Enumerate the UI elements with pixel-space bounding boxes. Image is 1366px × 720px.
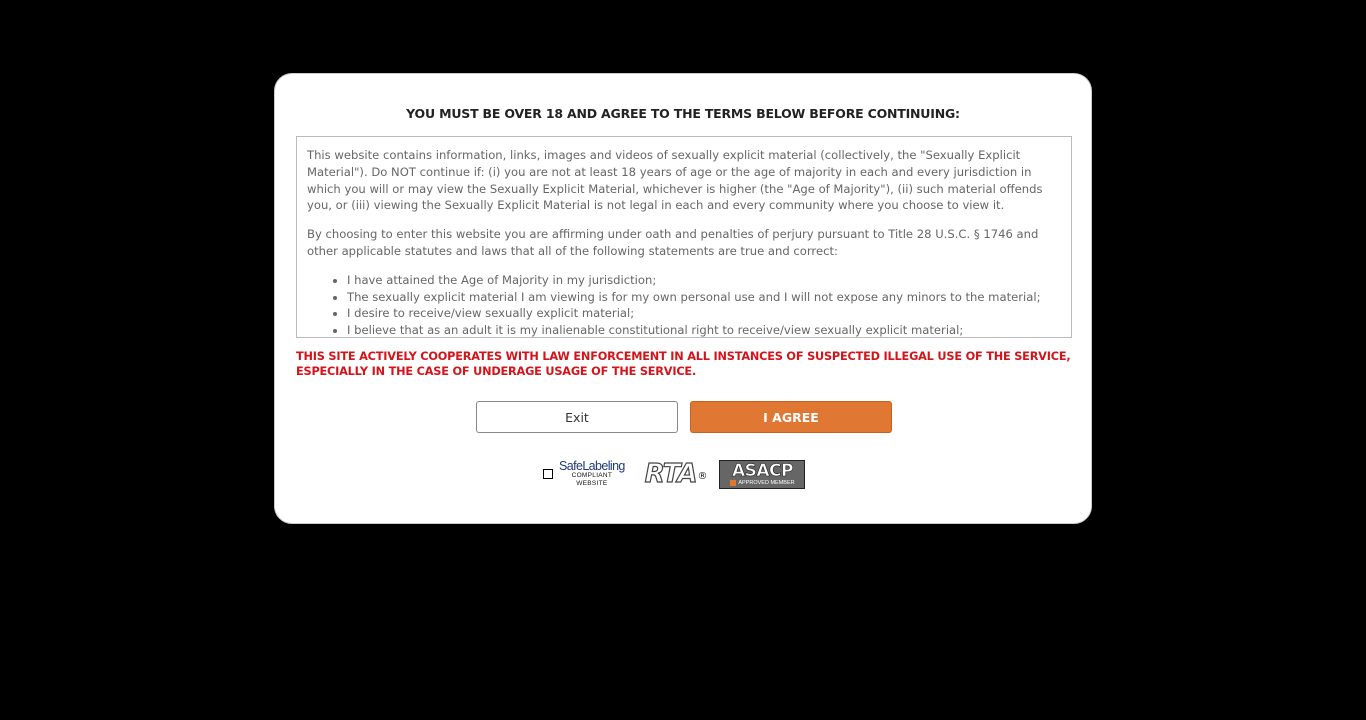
check-icon (730, 480, 736, 486)
certification-logos (543, 458, 805, 490)
modal-heading: YOU MUST BE OVER 18 AND AGREE TO THE TERMS BELOW BEFORE CONTINUING: (406, 106, 960, 121)
safelabeling-sub: COMPLIANT (571, 472, 613, 480)
asacp-sub: APPROVED MEMBER (738, 479, 795, 486)
exit-button[interactable]: Exit (476, 401, 678, 433)
agree-button[interactable]: I AGREE (690, 401, 892, 433)
age-verification-modal (274, 73, 1092, 524)
safelabeling-sub: WEBSITE (576, 480, 608, 488)
registered-mark: ® (697, 471, 708, 482)
terms-paragraph: By choosing to enter this website you are affirming under oath and penalties of perjury pursuant to Title 28 U.S.C. § 1746 and other applicable statutes and laws that all of the following statements are true and correct: (307, 227, 1039, 258)
safelabeling-logo[interactable] (543, 460, 625, 489)
terms-scroll-box[interactable] (296, 136, 1072, 338)
list-item: • I believe that as an adult it is my inalienable constitutional right to receive/view sexually explicit material; (347, 322, 1061, 338)
list-item: • I have attained the Age of Majority in my jurisdiction; (347, 272, 1061, 289)
rta-text: RTA (644, 459, 697, 489)
list-item: • The sexually explicit material I am viewing is for my own personal use and I will not expose any minors to the material; (347, 289, 1061, 306)
asacp-logo[interactable] (719, 460, 805, 489)
checkbox-icon (543, 469, 553, 479)
rta-logo[interactable] (645, 459, 708, 489)
terms-list (307, 272, 1061, 338)
asacp-title: ASACP (731, 460, 793, 481)
terms-paragraph: This website contains information, links, images and videos of sexually explicit material (collectively, the "Sexually Explicit Material"). Do NOT continue if: (i) you are not at least 18 years of age or the age of majority in each and every jurisdiction in which you will or may view the Sexually Explicit Material, whichever is higher (the "Age of Majority"), (ii) such material offends you, or (iii) viewing the Sexually Explicit Material is not legal in each and every community where you choose to view it. (307, 148, 1043, 213)
safelabeling-title: SafeLabeling (559, 458, 625, 473)
list-item: • I desire to receive/view sexually explicit material; (347, 305, 1061, 322)
law-enforcement-warning: THIS SITE ACTIVELY COOPERATES WITH LAW ENFORCEMENT IN ALL INSTANCES OF SUSPECTED ILLEGAL USE OF THE SERVICE, ESPECIALLY IN THE CASE OF UNDERAGE USAGE OF THE SERVICE. (296, 350, 1071, 378)
